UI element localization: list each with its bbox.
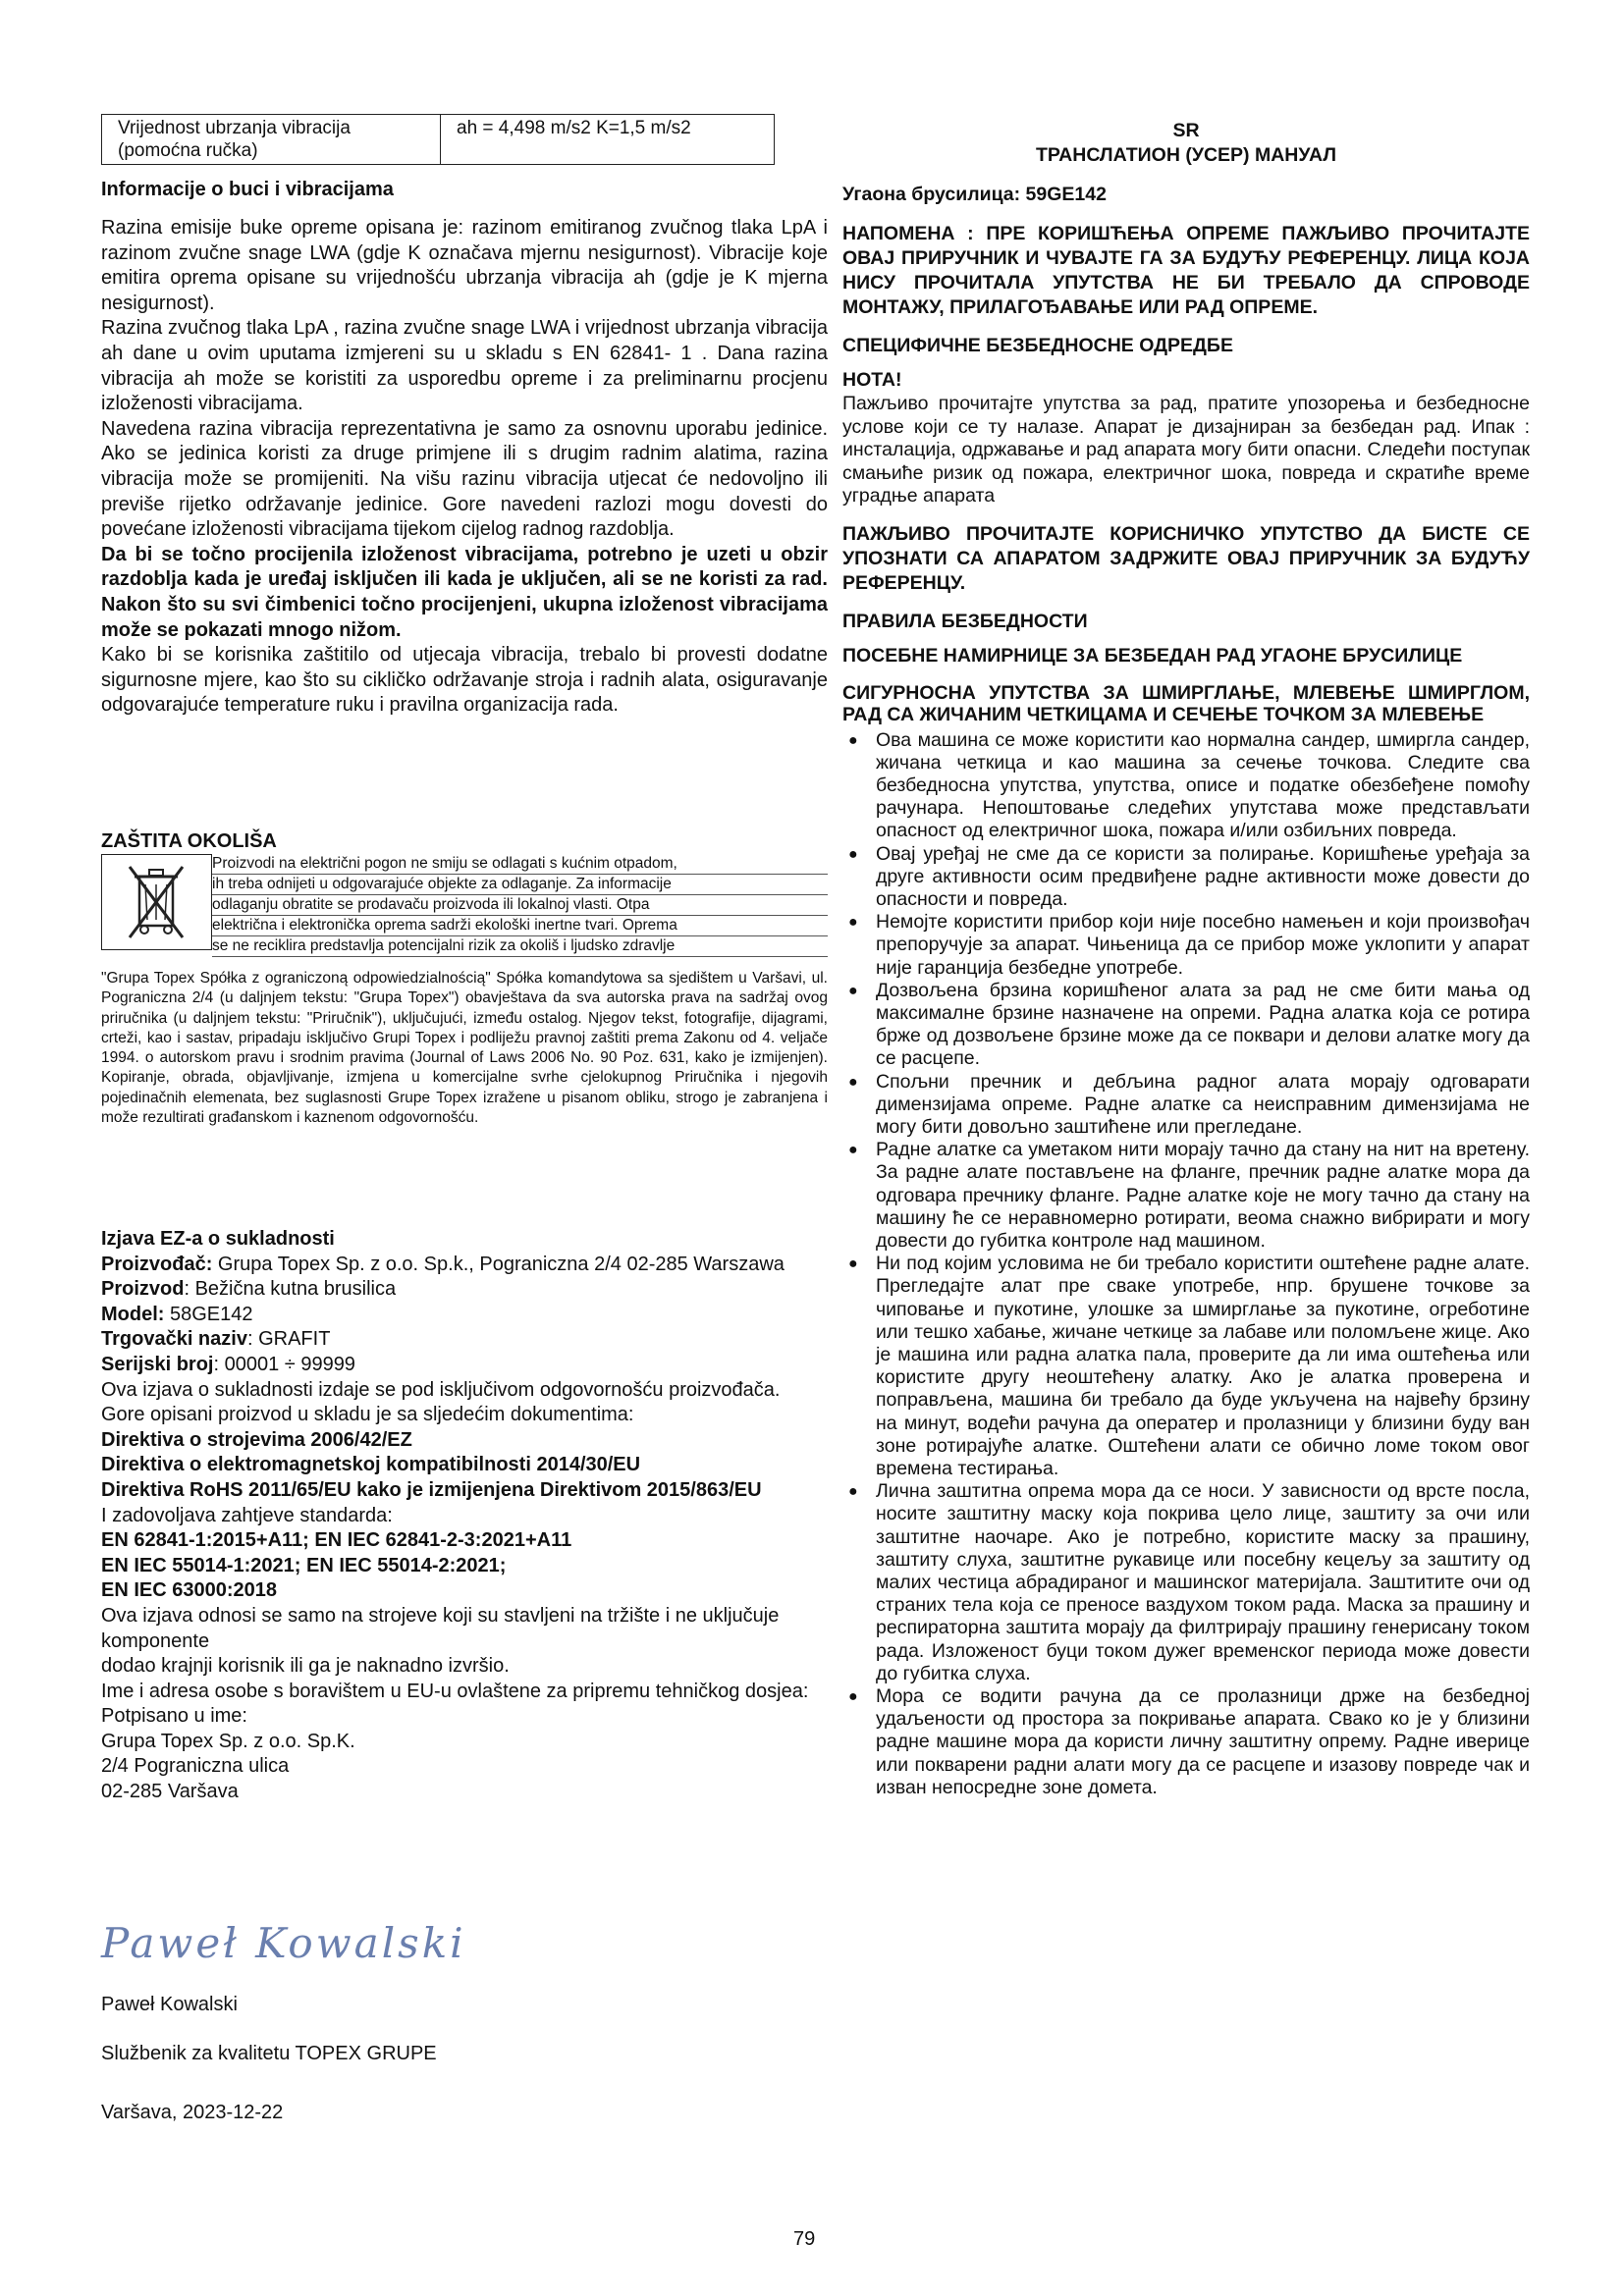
declaration-heading: Izjava EZ-a o sukladnosti [101, 1228, 335, 1250]
environment-line: Proizvodi na električni pogon ne smiju se odlagati s kućnim otpadom, [212, 854, 828, 875]
list-item-text: Ова машина се може користити као нормална сандер, шмиргла сандер, жичана четкица и као машина за сечење точкова. Следите сва безбедносна упутства, упутства, описе и податке обезбеђене помоћу рачунара. Непоштовање следећих упутстава може представљати опасност од електричног шока, пожара и/или озбиљних повреда. [876, 728, 1530, 842]
table-cell-value: ah = 4,498 m/s2 K=1,5 m/s2 [441, 115, 775, 165]
serial-line [101, 1353, 828, 1378]
list-item [842, 1139, 1530, 1253]
product-line [101, 1277, 828, 1303]
environment-text [212, 854, 828, 957]
environment-line: električna i elektronička oprema sadrži ekološki inertne tvari. Oprema [212, 916, 828, 936]
bullet-icon: ● [848, 1142, 858, 1159]
noise-paragraph: Razina emisije buke opreme opisana je: razinom emitiranog zvučnog tlaka LpA i razinom zvučne snage LWA (gdje K označava mjernu nesigurnost). Vibracije koje emitira oprema opisane su vrijednošću ubrzanja vibracija ah (gdje je K mjerna nesigurnost). [101, 217, 828, 314]
serial-label: Serijski broj [101, 1353, 214, 1375]
list-item-text: Радне алатке са уметаком нити морају тачно да стану на нит на вретену. За радне алате постављене на фланге, пречник радне алатке мора да одговара пречнику фланге. Радне алатке које не могу тачно да стану на машину ће се неравномерно ротирати, веома снажно вибрирати и могу довести до губитка контроле над машином. [876, 1139, 1530, 1252]
environment-line: se ne reciklira predstavlja potencijalni rizik za okoliš i ljudsko zdravlje [212, 936, 828, 957]
list-item [842, 1253, 1530, 1480]
list-item-text: Немојте користити прибор који није посебно намењен и који произвођач препоручује за апарат. Чињеница да се прибор може уклопити у апарат није гаранција безбедне употребе. [876, 911, 1530, 979]
standard-item: EN 62841-1:2015+A11; EN IEC 62841-2-3:2021+A11 [101, 1529, 572, 1552]
table-row [102, 115, 775, 165]
address-line: Grupa Topex Sp. z o.o. Sp.K. [101, 1730, 355, 1752]
bullet-icon: ● [848, 1688, 858, 1706]
trade-name-line [101, 1327, 828, 1353]
list-item [842, 843, 1530, 912]
list-item [842, 1480, 1530, 1685]
environment-line: ih treba odnijeti u odgovarajuće objekte za odlaganje. Za informacije [212, 875, 828, 895]
place-date: Varšava, 2023-12-22 [101, 2102, 284, 2123]
declaration-section [101, 1227, 828, 1805]
list-item [842, 911, 1530, 980]
bullet-icon: ● [848, 1255, 858, 1273]
bullet-icon: ● [848, 845, 858, 863]
serial-value: : 00001 ÷ 99999 [213, 1353, 355, 1375]
standard-item: EN IEC 55014-1:2021; EN IEC 55014-2:2021; [101, 1554, 507, 1576]
declaration-text: Gore opisani proizvod u skladu je sa sljedećim dokumentima: [101, 1404, 634, 1426]
safety-list [842, 729, 1530, 1800]
declaration-text: dodao krajnji korisnik ili ga je naknadno izvršio. [101, 1655, 510, 1678]
bullet-icon: ● [848, 1073, 858, 1091]
signature-image: Paweł Kowalski [101, 1919, 466, 1967]
product-title: Угаона брусилица: 59GE142 [842, 184, 1107, 205]
trade-name-label: Trgovački naziv [101, 1328, 247, 1351]
manufacturer-line [101, 1253, 828, 1278]
noise-heading: Informacije o buci i vibracijama [101, 179, 394, 200]
declaration-text: I zadovoljava zahtjeve standarda: [101, 1504, 393, 1526]
noise-paragraph: Razina zvučnog tlaka LpA , razina zvučne snage LWA i vrijednost ubrzanja vibracija ah dane u ovim uputama izmjereni su u skladu s EN 62841- 1 . Dana razina vibracija ah može se koristiti za usporedbu opreme i za preliminarnu procjenu izloženosti vibracijama. [101, 317, 828, 415]
trade-name-value: : GRAFIT [246, 1328, 331, 1351]
list-item-text: Дозвољена брзина коришћеног алата за рад не сме бити мања од максималне брзине назначене на опреми. Радна алатка која се ротира брже од дозвољене брзине може да се поквари и делови алатке могу да се расцепе. [876, 979, 1530, 1070]
manufacturer-value: Grupa Topex Sp. z o.o. Sp.k., Pograniczna 2/4 02-285 Warszawa [212, 1253, 785, 1275]
right-content [842, 222, 1530, 1799]
standard-item: EN IEC 63000:2018 [101, 1579, 278, 1602]
list-item-text: Лична заштитна опрема мора да се носи. У зависности од врсте посла, носите заштитну маску која покрива цело лице, заштиту за очи или заштитне наочаре. Ако је потребно, користите маску за прашину, заштиту слуха, заштитне рукавице или посебну кецељу за заштиту од малих честица абрадираног и машинског материјала. Заштитите очи од страних тела која се преносе ваздухом током рада. Маска за прашину и респираторна заштита морају да филтрирају прашину генерисану током рада. Изложеност буци током дужег временског периода може довести до губитка слуха. [876, 1480, 1530, 1684]
table-cell-label: Vrijednost ubrzanja vibracija (pomoćna ručka) [102, 115, 441, 165]
bullet-icon: ● [848, 1483, 858, 1501]
noise-paragraph: Navedena razina vibracija reprezentativna je samo za osnovnu uporabu jedinice. Ako se jedinica koristi za druge primjene ili s drugim radnim alatima, razina vibracija može se promijeniti. Na višu razinu vibracija utjecat će nedovoljno ili previše rijetko održavanje jedinice. Gore navedeni razlozi mogu dovesti do povećane izloženosti vibracijama tijekom cijelog radnog razdoblja. [101, 417, 828, 541]
manual-title: ТРАНСЛАТИОН (УСЕР) МАНУАЛ [1035, 144, 1337, 166]
rules-heading: ПРАВИЛА БЕЗБЕДНОСТИ [842, 610, 1088, 632]
nota-text: Пажљиво прочитајте упутства за рад, пратите упозорења и безбедносне услове који се ту налазе. Апарат је дизајниран за безбедан рад. Ипак : инсталација, одржавање и рад апарата могу бити опасни. Следећи поступак смањиће ризик од пожара, електричног шока, повреда и скратиће време уградње апарата [842, 393, 1530, 507]
list-item-text: Спољни пречник и дебљина радног алата морају одговарати димензијама опреме. Радне алатке са неисправним димензијама не могу бити довољно заштићене или прегледане. [876, 1070, 1530, 1138]
list-item-text: Мора се водити рачуна да се пролазници држе на безбедној удаљености од простора за покривање апарата. Свако ко је у близини радне машине мора да користи личну заштитну опрему. Радне иверице или покварени радни алати могу да се расцепе и изазову повреде чак и изван непосредне зоне домета. [876, 1685, 1530, 1798]
signed-label: Potpisano u ime: [101, 1705, 247, 1728]
noise-paragraph: Kako bi se korisnika zaštitilo od utjecaja vibracija, trebalo bi provesti dodatne sigurnosne mjere, kao što su cikličko održavanje stroja i radnih alata, osiguravanje odgovarajuće temperature ruku i pravilna organizacija rada. [101, 644, 828, 717]
bullet-icon: ● [848, 731, 858, 749]
safety-instructions-heading: СИГУРНОСНА УПУТСТВА ЗА ШМИРГЛАЊЕ, МЛЕВЕЊЕ ШМИРГЛОМ, РАД СА ЖИЧАНИМ ЧЕТКИЦАМА И СЕЧЕЊЕ ТОЧКОМ ЗА МЛЕВЕЊЕ [842, 681, 1530, 725]
directive-item: Direktiva o elektromagnetskoj kompatibilnosti 2014/30/EU [101, 1454, 641, 1476]
product-value: : Bežična kutna brusilica [184, 1278, 397, 1301]
model-label: Model: [101, 1303, 165, 1325]
declaration-text: Ova izjava odnosi se samo na strojeve koji su stavljeni na tržište i ne uključuje komponente [101, 1604, 780, 1652]
page-number: 79 [793, 2228, 816, 2250]
model-value: 58GE142 [164, 1303, 253, 1325]
directive-item: Direktiva RoHS 2011/65/EU kako je izmijenjena Direktivom 2015/863/EU [101, 1478, 762, 1501]
copyright-notice: "Grupa Topex Spółka z ograniczoną odpowiedzialnością" Spółka komandytowa sa sjedištem u Varšavi, ul. Pograniczna 2/4 (u daljnjem tekstu: "Grupa Topex") obavještava da sva autorska prava na sadržaj ovog priručnika (u daljnjem tekstu: "Priručnik"), uključujući, između ostalog. Njegov tekst, fotografije, dijagrami, crteži, kao i sastav, pripadaju isključivo Grupi Topex i podliježu pravnoj zaštiti prema Zakonu od 4. veljače 1994. o autorskom pravu i srodnim pravima (Journal of Laws 2006 No. 90 Poz. 631, kako je izmijenjen). Kopiranje, obrada, objavljivanje, izmjena u komercijalne svrhe cjelokupnog Priručnika i njegovih pojedinačnih elemenata, bez suglasnosti Grupe Topex izražene u pisanom obliku, strogo je zabranjena i može rezultirati građanskom i kaznenom odgovornošću. [101, 970, 828, 1127]
address-line: 2/4 Pograniczna ulica [101, 1755, 290, 1778]
list-item [842, 980, 1530, 1071]
warning-note: НАПОМЕНА : ПРЕ КОРИШЋЕЊА ОПРЕМЕ ПАЖЉИВО ПРОЧИТАЈТЕ ОВАЈ ПРИРУЧНИК И ЧУВАЈТЕ ГА ЗА БУДУЋУ РЕФЕРЕНЦУ. ЛИЦА КОЈА НИСУ ПРОЧИТАЛА УПУТСТВА НЕ БИ ТРЕБАЛО ДА СПРОВОДЕ МОНТАЖУ, ПРИЛАГОЂАВАЊЕ ИЛИ РАД ОПРЕМЕ. [842, 223, 1530, 318]
bullet-icon: ● [848, 914, 858, 932]
manufacturer-label: Proizvođač: [101, 1253, 213, 1275]
language-code: SR [1172, 120, 1200, 141]
bullet-icon: ● [848, 982, 858, 999]
signer-title: Službenik za kvalitetu TOPEX GRUPE [101, 2043, 437, 2064]
vibration-table [101, 114, 775, 165]
nota-heading: НОТА! [842, 369, 902, 391]
declaration-text: Ime i adresa osobe s boravištem u EU-u ovlaštene za pripremu tehničkog dosjea: [101, 1680, 809, 1702]
directive-item: Direktiva o strojevima 2006/42/EZ [101, 1428, 412, 1451]
list-item-text: Ни под којим условима не би требало користити оштећене радне алате. Прегледајте алат пре сваке употребе, нпр. брушене точкове за чиповање и пукотине, улошке за шмирглање за пукотине, огреботине или тешко хабање, жичане четкице за лабаве или поломљене жице. Ако је машина или радна алатка пала, проверите да ли има оштећења или користите другу неоштећену алатку. Ако је алатка проверена и поправљена, машина би требало да буде укључена на највећу брзину на минут, водећи рачуна да оператер и пролазници у близини буду ван зоне ротирајуће алатке. Оштећени алати се обично ломе током овог времена тестирања. [876, 1253, 1530, 1479]
environment-heading: ZAŠTITA OKOLIŠA [101, 830, 277, 852]
noise-paragraph-bold: Da bi se točno procijenila izloženost vibracijama, potrebno je uzeti u obzir razdoblja kada je uređaj isključen ili kada je uključen, ali se ne koristi za rad. Nakon što su svi čimbenici točno procijenjeni, ukupna izloženost vibracijama može se pokazati mnogo nižom. [101, 543, 828, 641]
special-heading: ПОСЕБНЕ НАМИРНИЦЕ ЗА БЕЗБЕДАН РАД УГАОНЕ БРУСИЛИЦЕ [842, 644, 1463, 667]
environment-line: odlaganju obratite se prodavaču proizvoda ili lokalnoj vlasti. Otpa [212, 895, 828, 916]
signer-name: Paweł Kowalski [101, 1994, 238, 2015]
list-item [842, 1071, 1530, 1140]
specific-safety-heading: СПЕЦИФИЧНЕ БЕЗБЕДНОСНЕ ОДРЕДБЕ [842, 335, 1233, 356]
declaration-text: Ova izjava o sukladnosti izdaje se pod isključivom odgovornošću proizvođača. [101, 1378, 781, 1401]
warning-note-2: ПАЖЉИВО ПРОЧИТАЈТЕ КОРИСНИЧКО УПУТСТВО ДА БИСТЕ СЕ УПОЗНАТИ СА АПАРАТОМ ЗАДРЖИТЕ ОВАЈ ПРИРУЧНИК ЗА БУДУЋУ РЕФЕРЕНЦУ. [842, 522, 1530, 594]
list-item [842, 1685, 1530, 1799]
model-line [101, 1303, 828, 1328]
list-item [842, 729, 1530, 843]
noise-section [101, 216, 828, 719]
list-item-text: Овај уређај не сме да се користи за полирање. Коришћење уређаја за друге активности осим предвиђене радне активности може довести до опасности и повреда. [876, 842, 1530, 910]
address-line: 02-285 Varšava [101, 1781, 239, 1803]
weee-bin-icon [101, 854, 212, 950]
product-label: Proizvod [101, 1278, 185, 1301]
